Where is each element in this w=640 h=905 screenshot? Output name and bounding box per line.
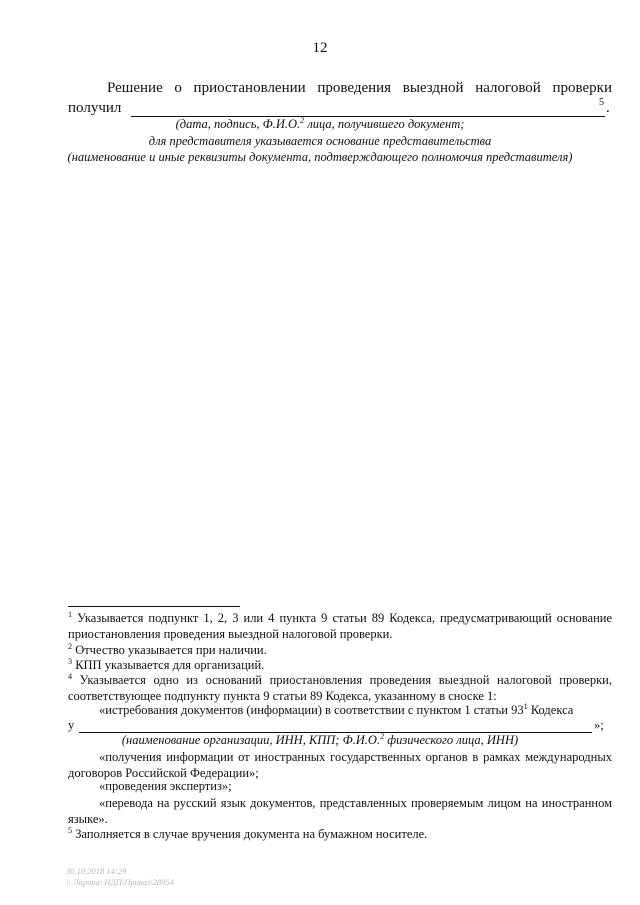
option-1-marker: 1 xyxy=(523,701,528,711)
option-3: «проведения экспертиз»; xyxy=(99,779,232,793)
decision-heading: Решение о приостановлении проведения выездной налоговой проверки xyxy=(107,80,612,96)
footnote-4 xyxy=(68,672,612,704)
page-number: 12 xyxy=(312,40,328,56)
footnote-3-text: КПП указывается для организаций. xyxy=(72,658,265,672)
option-1-hint-marker: 2 xyxy=(380,731,385,741)
option-1-hint-b: физического лица, ИНН) xyxy=(384,733,519,747)
footnote-3-marker: 3 xyxy=(68,656,73,666)
footnote-5 xyxy=(68,827,427,842)
footnote-1-text: Указывается подпункт 1, 2, 3 или 4 пункта 9 статьи 89 Кодекса, предусматривающий основание приостановления проведения выездной налоговой проверки. xyxy=(68,611,612,641)
footnote-1 xyxy=(68,610,612,642)
footnote-ref-5: 5 xyxy=(599,97,604,108)
option-1-text-b: Кодекса xyxy=(527,703,574,717)
footnote-ref-2: 2 xyxy=(300,115,305,125)
received-hint-1a: (дата, подпись, Ф.И.О. xyxy=(175,117,301,131)
footnote-2-text: Отчество указывается при наличии. xyxy=(72,643,267,657)
option-1-prefix: у xyxy=(68,718,75,732)
footnote-5-text: Заполняется в случае вручения документа на бумажном носителе. xyxy=(72,827,428,841)
option-1-text-a: «истребования документов (информации) в соответствии с пунктом 1 статьи 93 xyxy=(99,703,524,717)
footnote-4-marker: 4 xyxy=(68,671,73,681)
print-stamp-date: 30.10.2018 14:29 xyxy=(66,866,127,876)
option-1-hint xyxy=(0,733,640,748)
option-1-line xyxy=(99,703,573,718)
print-stamp-path: \\ Ларина\ НДП\Приказ\28954 xyxy=(66,877,174,887)
option-1-end: »; xyxy=(594,718,604,732)
option-4: «перевода на русский язык документов, представленных проверяемым лицом на иностранном языке». xyxy=(68,796,612,826)
option-1-hint-a: (наименование организации, ИНН, КПП; Ф.И.О. xyxy=(121,733,381,747)
footnote-5-marker: 5 xyxy=(68,825,73,835)
received-hint-line-1 xyxy=(0,117,640,132)
received-label: получил xyxy=(68,100,122,116)
option-2: «получения информации от иностранных государственных органов в рамках международных договоров Российской Федерации»; xyxy=(68,750,612,780)
footnote-3 xyxy=(68,658,264,673)
received-period: . xyxy=(606,100,610,116)
footnote-1-marker: 1 xyxy=(68,609,73,619)
received-hint-line-3: (наименование и иные реквизиты документа, подтверждающего полномочия представителя) xyxy=(67,150,573,164)
footnote-2-marker: 2 xyxy=(68,641,73,651)
received-hint-line-2: для представителя указывается основание представительства xyxy=(148,134,492,148)
received-hint-1b: лица, получившего документ; xyxy=(304,117,465,131)
footnote-4-text: Указывается одно из оснований приостановления проведения выездной налоговой проверки, соответствующее подпункту пункта 9 статьи 89 Кодекса, указанному в сноске 1: xyxy=(68,673,612,703)
footnote-2 xyxy=(68,643,267,658)
footnote-separator xyxy=(68,606,240,607)
